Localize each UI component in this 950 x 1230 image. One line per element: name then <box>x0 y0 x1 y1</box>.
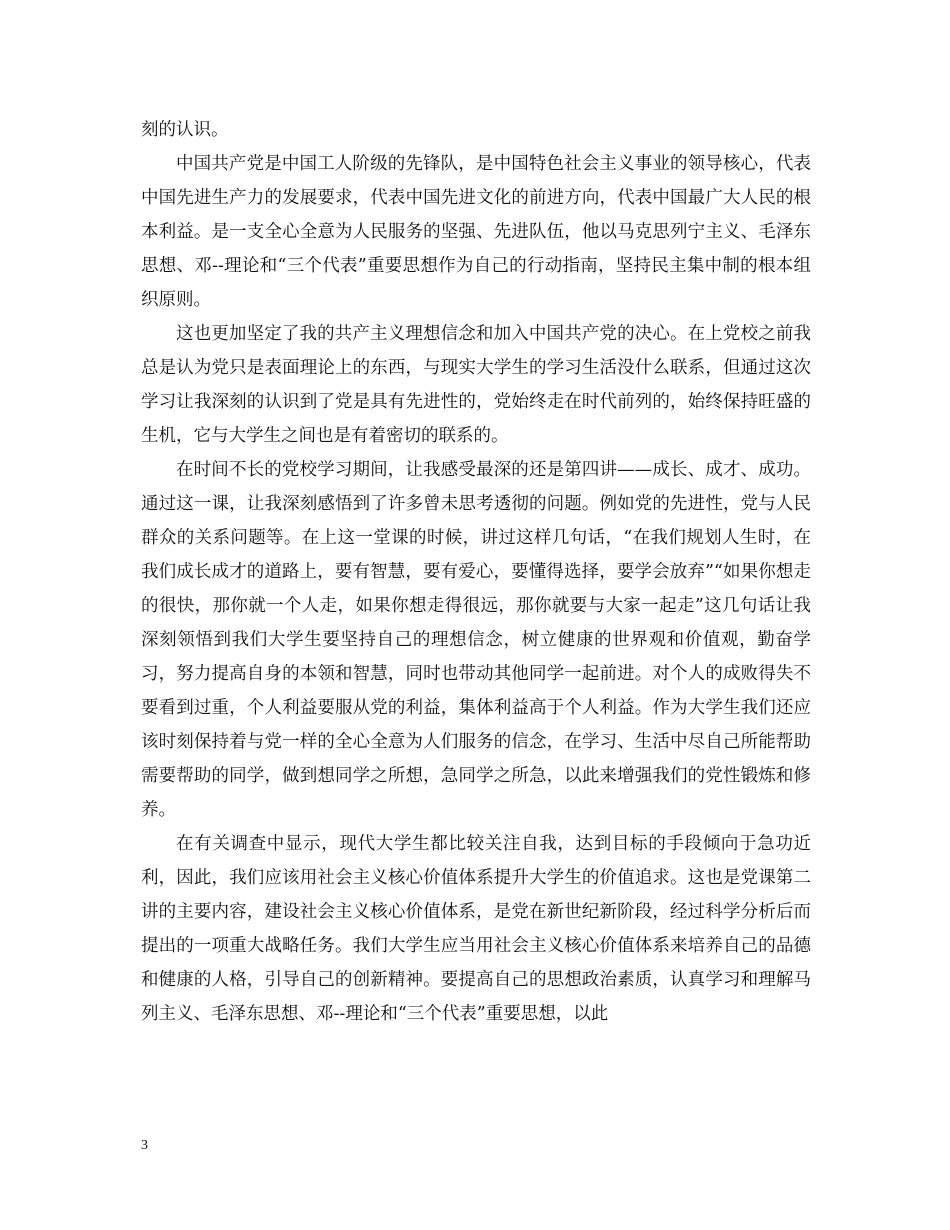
paragraph-lecture-four: 在时间不长的党校学习期间，让我感受最深的还是第四讲——成长、成才、成功。通过这一课，让我深刻感悟到了许多曾未思考透彻的问题。例如党的先进性，党与人民群众的关系问题等。在上这一堂课的时候，讲过这样几句话，“在我们规划人生时，在我们成长成才的道路上，要有智慧，要有爱心，要懂得选择，要学会放弃”“如果你想走的很快，那你就一个人走，如果你想走得很远，那你就要与大家一起走”这几句话让我深刻领悟到我们大学生要坚持自己的理想信念，树立健康的世界观和价值观，勤奋学习，努力提高自身的本领和智慧，同时也带动其他同学一起前进。对个人的成败得失不要看到过重，个人利益要服从党的利益，集体利益高于个人利益。作为大学生我们还应该时刻保持着与党一样的全心全意为人们服务的信念，在学习、生活中尽自己所能帮助需要帮助的同学，做到想同学之所想，急同学之所急，以此来增强我们的党性锻炼和修养。 <box>141 460 811 820</box>
paragraph-continuation: 刻的认识。 <box>141 120 229 140</box>
page-number: 3 <box>141 1138 148 1153</box>
document-body <box>141 113 811 1031</box>
paragraph-core-values: 在有关调查中显示，现代大学生都比较关注自我，达到目标的手段倾向于急功近利，因此，我们应该用社会主义核心价值体系提升大学生的价值追求。这也是党课第二讲的主要内容，建设社会主义核心价值体系，是党在新世纪新阶段，经过科学分析后而提出的一项重大战略任务。我们大学生应当用社会主义核心价值体系来培养自己的品德和健康的人格，引导自己的创新精神。要提高自己的思想政治素质，认真学习和理解马列主义、毛泽东思想、邓--理论和“三个代表”重要思想，以此 <box>141 834 811 1024</box>
paragraph-determination: 这也更加坚定了我的共产主义理想信念和加入中国共产党的决心。在上党校之前我总是认为党只是表面理论上的东西，与现实大学生的学习生活没什么联系，但通过这次学习让我深刻的认识到了党是具有先进性的，党始终走在时代前列的，始终保持旺盛的生机，它与大学生之间也是有着密切的联系的。 <box>141 324 811 446</box>
paragraph-party-definition: 中国共产党是中国工人阶级的先锋队，是中国特色社会主义事业的领导核心，代表中国先进生产力的发展要求，代表中国先进文化的前进方向，代表中国最广大人民的根本利益。是一支全心全意为人民服务的坚强、先进队伍，他以马克思列宁主义、毛泽东思想、邓--理论和“三个代表”重要思想作为自己的行动指南，坚持民主集中制的根本组织原则。 <box>141 154 811 310</box>
